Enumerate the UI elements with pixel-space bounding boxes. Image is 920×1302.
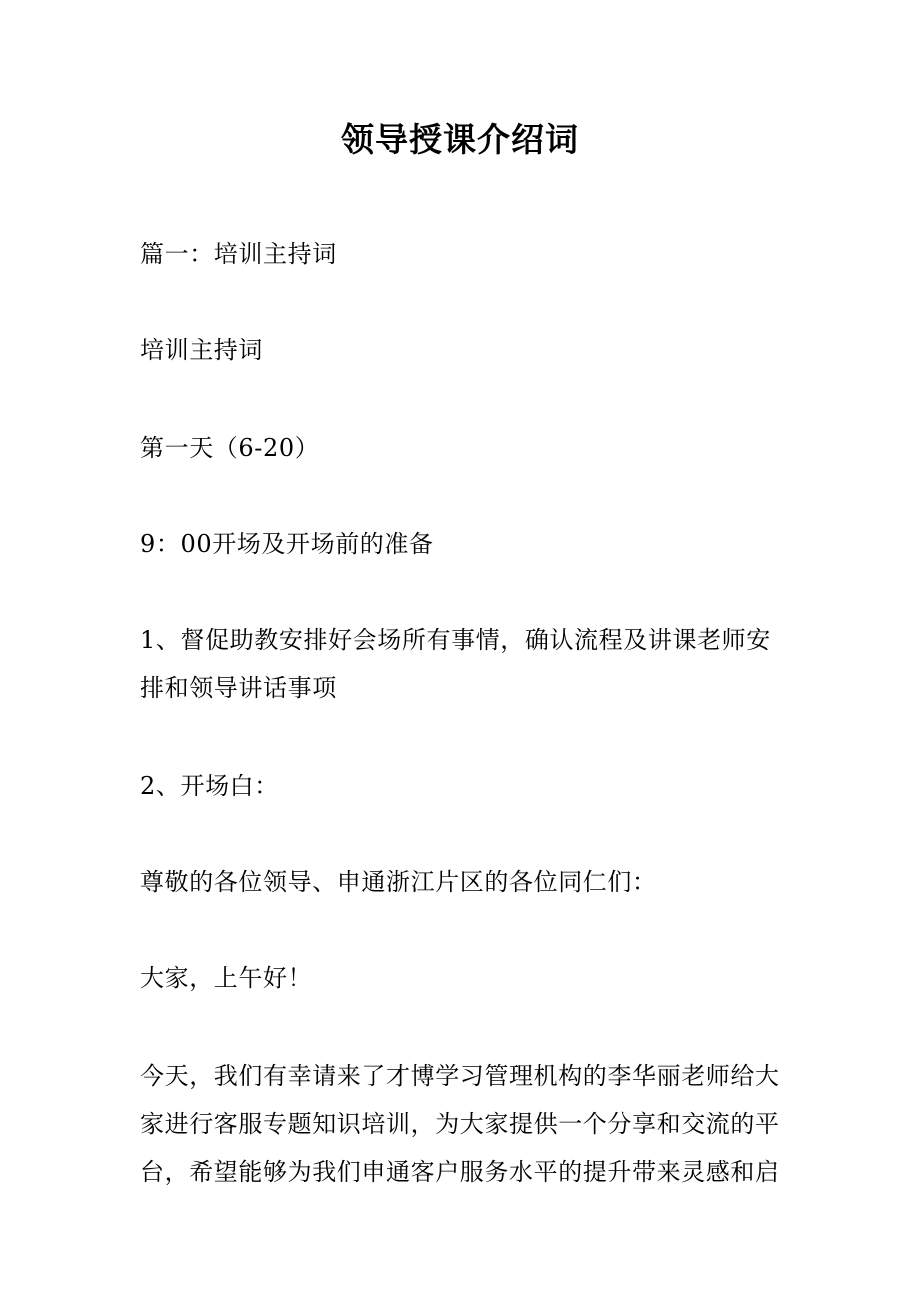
paragraph-schedule-time: 9：00开场及开场前的准备: [140, 530, 434, 558]
document-title: 领导授课介绍词: [341, 120, 579, 159]
paragraph-item-2: 2、开场白：: [140, 772, 279, 800]
paragraph-salutation: 尊敬的各位领导、申通浙江片区的各位同仁们：: [140, 868, 657, 896]
paragraph-item-1: 1、督促助教安排好会场所有事情，确认流程及讲课老师安排和领导讲话事项: [140, 626, 771, 702]
paragraph-intro: 今天，我们有幸请来了才博学习管理机构的李华丽老师给大家进行客服专题知识培训，为大家提供一个分享和交流的平台，希望能够为我们申通客户服务水平的提升带来灵感和启: [140, 1062, 780, 1186]
paragraph-subtitle: 培训主持词: [140, 336, 263, 364]
section-heading: 篇一：培训主持词: [140, 240, 337, 268]
paragraph-greeting: 大家，上午好！: [140, 964, 313, 992]
paragraph-day: 第一天（6-20）: [140, 434, 320, 462]
